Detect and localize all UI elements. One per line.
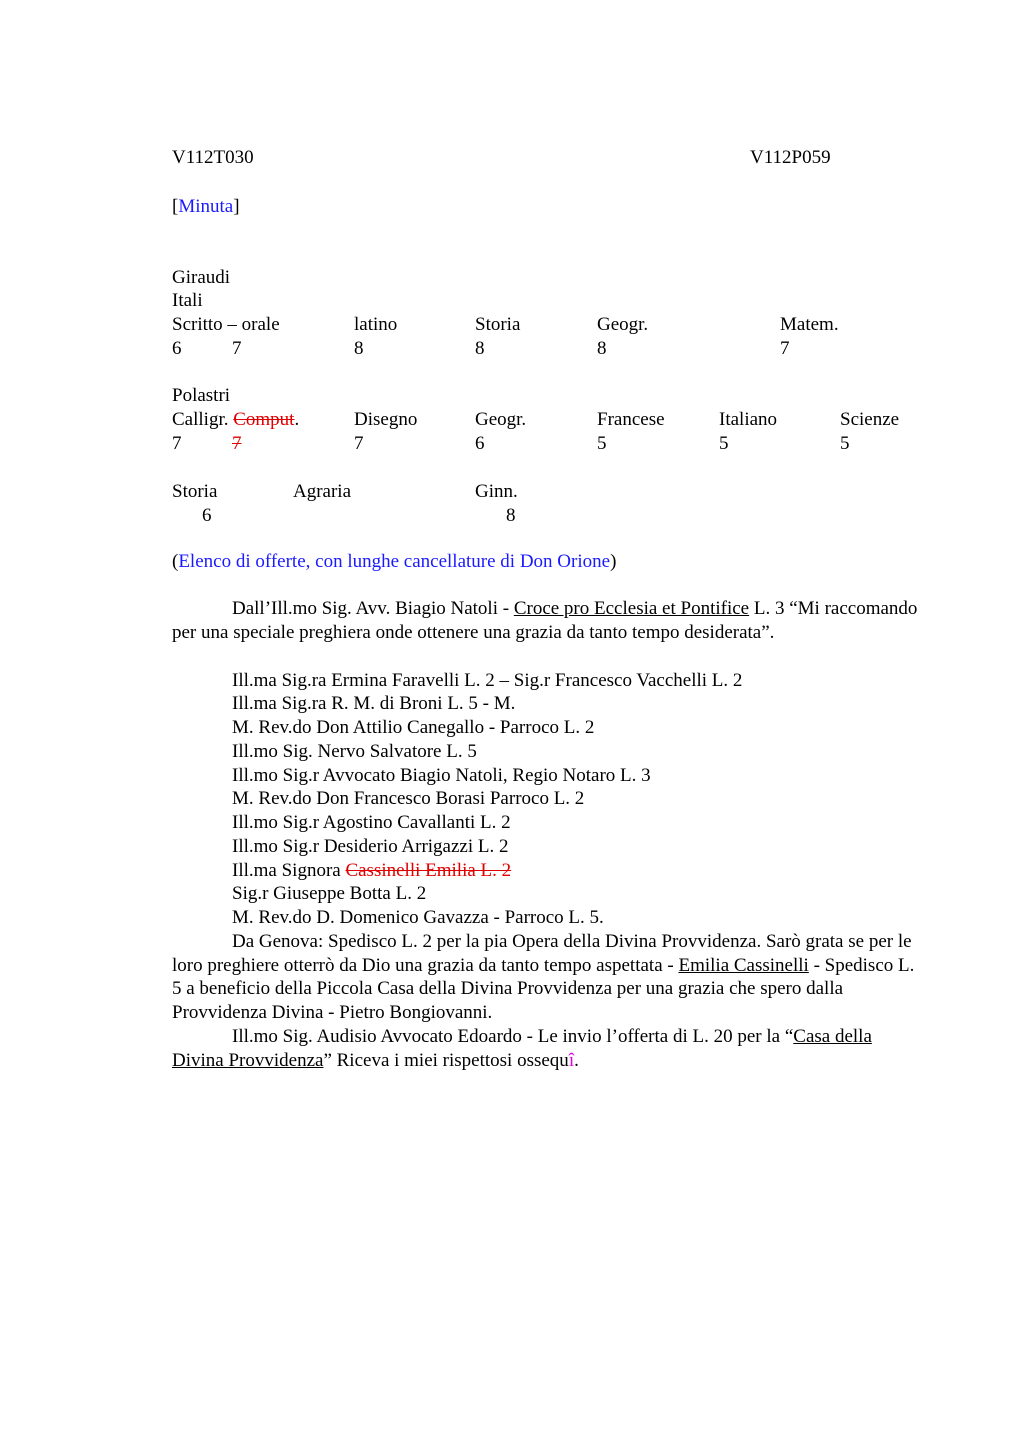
grade-value: 5 bbox=[840, 433, 850, 454]
student-name-giraudi: Giraudi bbox=[172, 267, 231, 288]
offer-line: M. Rev.do Don Attilio Canegallo - Parroco L. 2 bbox=[232, 717, 595, 738]
grade-value: 7 bbox=[780, 338, 790, 359]
giraudi-subline: Itali bbox=[172, 290, 203, 311]
grade-value-struck: 7 bbox=[232, 433, 242, 454]
offer-paragraph-natoli bbox=[172, 597, 922, 644]
offer-line: Ill.mo Sig.r Desiderio Arrigazzi L. 2 bbox=[232, 836, 509, 857]
paren-close: ) bbox=[610, 551, 617, 572]
grade-value: 8 bbox=[475, 338, 485, 359]
bracket-open: [ bbox=[172, 196, 179, 217]
grade-header: Disegno bbox=[354, 409, 418, 430]
grade-value: 6 bbox=[172, 338, 182, 359]
offer-line: Ill.ma Sig.ra R. M. di Broni L. 5 - M. bbox=[232, 693, 516, 714]
grade-header: Geogr. bbox=[597, 314, 649, 335]
doc-code-right: V112P059 bbox=[750, 147, 831, 168]
paren-open: ( bbox=[172, 551, 179, 572]
comput-dot: . bbox=[294, 409, 300, 430]
offer-paragraph-audisio bbox=[172, 1025, 922, 1072]
offer-line: Ill.ma Sig.ra Ermina Faravelli L. 2 – Sig.r Francesco Vacchelli L. 2 bbox=[232, 670, 743, 691]
minuta-label: Minuta bbox=[178, 196, 234, 217]
offer-line: Ill.mo Sig.r Agostino Cavallanti L. 2 bbox=[232, 812, 511, 833]
grade-value: 5 bbox=[597, 433, 607, 454]
offer-underlined: Emilia Cassinelli bbox=[678, 954, 809, 976]
offer-text: Ill.mo Sig. Audisio Avvocato Edoardo - Le invio l’offerta di L. 20 per la “ bbox=[232, 1026, 794, 1047]
minuta-tag bbox=[172, 195, 240, 219]
bracket-close: ] bbox=[233, 196, 240, 217]
grade-header: Ginn. bbox=[475, 481, 518, 502]
offer-text: L. 3 “Mi raccomando per una speciale preghiera onde ottenere una grazia da tanto tempo desiderata”. bbox=[172, 598, 918, 643]
grade-value: 7 bbox=[354, 433, 364, 454]
comput-struck: Comput bbox=[233, 409, 295, 430]
doc-code-left: V112T030 bbox=[172, 147, 254, 168]
editorial-note bbox=[172, 550, 616, 574]
grade-header: Agraria bbox=[293, 481, 352, 502]
grade-header: latino bbox=[354, 314, 398, 335]
offer-text: Da Genova: Spedisco L. 2 per la pia Opera della Divina Provvidenza. Sarò grata se per le loro preghiere otterrò da Dio una grazia da tanto tempo aspettata - bbox=[172, 931, 912, 976]
grade-value: 6 bbox=[475, 433, 485, 454]
grade-value: 7 bbox=[172, 433, 182, 454]
grade-header: Scienze bbox=[840, 409, 900, 430]
offer-line: Ill.mo Sig.r Avvocato Biagio Natoli, Regio Notaro L. 3 bbox=[232, 765, 651, 786]
grade-header: Matem. bbox=[780, 314, 839, 335]
grade-value: 7 bbox=[232, 338, 242, 359]
offer-text: Dall’Ill.mo Sig. Avv. Biagio Natoli - bbox=[232, 598, 514, 619]
grade-header: Storia bbox=[172, 481, 218, 502]
offer-text: ” Riceva i miei rispettosi ossequ bbox=[323, 1049, 569, 1071]
offer-underlined: Croce pro Ecclesia et Pontifice bbox=[513, 598, 750, 619]
offer-line: Ill.mo Sig. Nervo Salvatore L. 5 bbox=[232, 741, 477, 762]
grade-header: Scritto – orale bbox=[172, 314, 280, 335]
grade-header: Italiano bbox=[719, 409, 778, 430]
offer-line: Sig.r Giuseppe Botta L. 2 bbox=[232, 883, 427, 904]
offer-line-signora bbox=[232, 859, 511, 883]
grade-header: Francese bbox=[597, 409, 665, 430]
grade-value: 8 bbox=[597, 338, 607, 359]
grade-value: 8 bbox=[354, 338, 364, 359]
offer-underlined: Casa della Divina Provvidenza bbox=[172, 1026, 872, 1071]
offer-mark: î bbox=[568, 1049, 575, 1071]
grade-value: 5 bbox=[719, 433, 729, 454]
offer-line: M. Rev.do D. Domenico Gavazza - Parroco L. 5. bbox=[232, 907, 604, 928]
offer-text: Ill.ma Signora bbox=[232, 860, 346, 881]
offer-text: . bbox=[574, 1049, 579, 1071]
editorial-note-text: Elenco di offerte, con lunghe cancellature di Don Orione bbox=[178, 551, 611, 572]
grade-value: 8 bbox=[506, 505, 516, 526]
offer-struck: Cassinelli Emilia L. 2 bbox=[345, 860, 512, 881]
grade-header: Geogr. bbox=[475, 409, 527, 430]
student-name-polastri: Polastri bbox=[172, 385, 231, 406]
grade-header: Storia bbox=[475, 314, 521, 335]
offer-paragraph-genova bbox=[172, 930, 922, 1025]
calligr-label: Calligr. bbox=[172, 409, 229, 430]
grade-header-calligr bbox=[172, 408, 299, 432]
grade-value: 6 bbox=[202, 505, 212, 526]
offer-text: - Spedisco L. 5 a beneficio della Piccola Casa della Divina Provvidenza per una grazia che spero dalla Provvidenza Divina - Pietro Bongiovanni. bbox=[172, 954, 915, 1024]
offer-line: M. Rev.do Don Francesco Borasi Parroco L. 2 bbox=[232, 788, 585, 809]
